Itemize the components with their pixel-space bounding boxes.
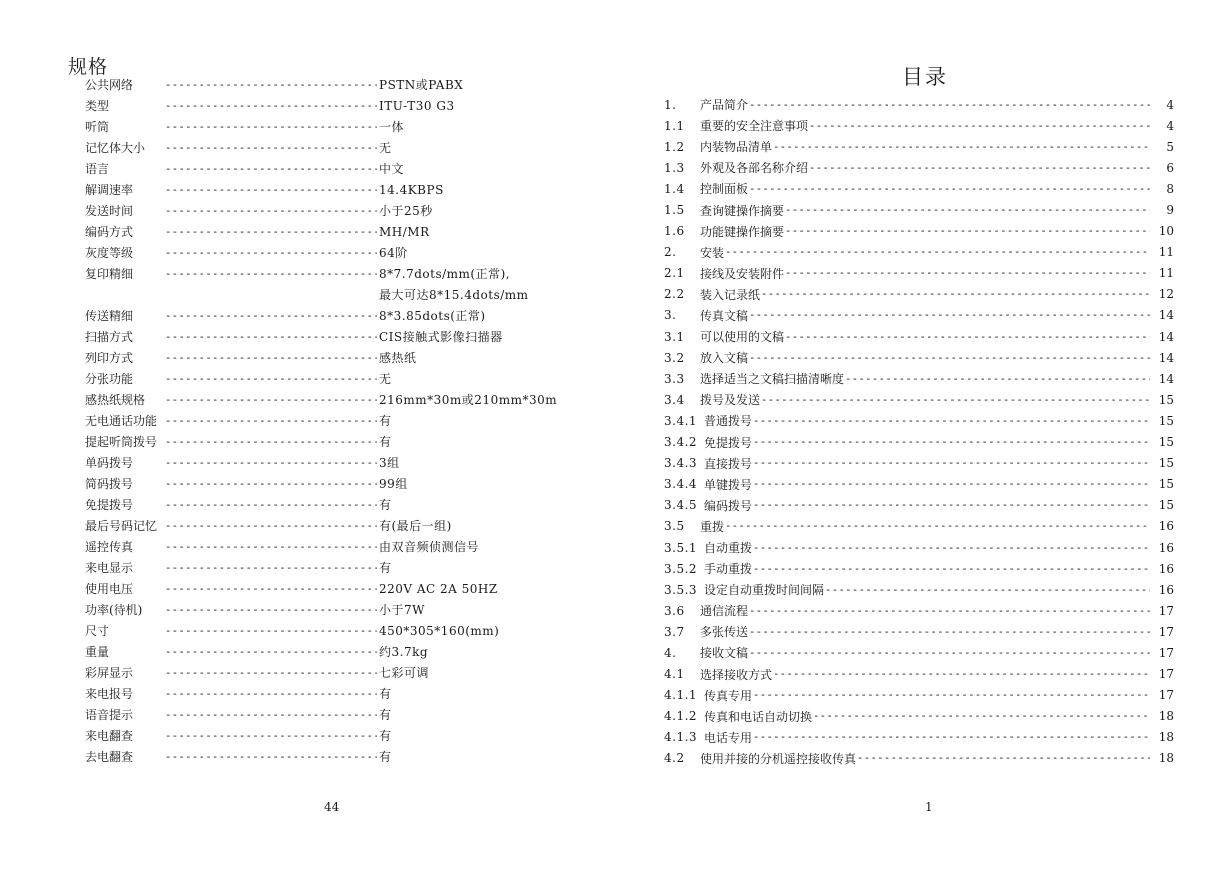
- spec-row: [85, 137, 557, 158]
- spec-value: 小于7W: [379, 603, 425, 617]
- spec-row: [85, 305, 557, 326]
- toc-number: 1.: [664, 97, 677, 112]
- dash-leader: [165, 226, 377, 238]
- toc-entry[interactable]: [664, 600, 1174, 621]
- spec-label: 尺寸: [85, 624, 110, 638]
- spec-title: 规格: [68, 56, 109, 78]
- spec-value: 有: [379, 561, 392, 575]
- spec-row-continuation: [85, 284, 557, 305]
- spec-value: 有: [379, 708, 392, 722]
- toc-entry[interactable]: [664, 263, 1174, 284]
- toc-entry[interactable]: [664, 516, 1174, 537]
- dash-leader: [753, 689, 1150, 701]
- spec-label: 解调速率: [85, 183, 134, 197]
- toc-entry[interactable]: [664, 347, 1174, 368]
- dash-leader: [825, 584, 1150, 596]
- spec-value: 450*305*160(mm): [379, 623, 500, 638]
- spec-value: 有: [379, 414, 392, 428]
- dash-leader: [165, 709, 377, 721]
- dash-leader: [753, 457, 1150, 469]
- dash-leader: [165, 520, 377, 532]
- spec-row: [85, 620, 557, 641]
- toc-number: 4.2: [664, 751, 685, 766]
- toc-number: 3.5.2: [664, 561, 698, 576]
- toc-page-number: 16: [1158, 519, 1174, 534]
- spec-row: [85, 494, 557, 515]
- dash-leader: [785, 331, 1150, 343]
- toc-page-number: 14: [1158, 371, 1174, 386]
- toc-page-number: 14: [1158, 308, 1174, 323]
- spec-row: [85, 683, 557, 704]
- toc-entry[interactable]: [664, 727, 1174, 748]
- spec-label: 发送时间: [85, 204, 134, 218]
- toc-number: 3.2: [664, 350, 685, 365]
- spec-value: PSTN或PABX: [379, 78, 464, 92]
- spec-label: 语言: [85, 162, 110, 176]
- toc-entry[interactable]: [664, 221, 1174, 242]
- spec-label: 记忆体大小: [85, 141, 146, 155]
- toc-number: 3.4.1: [664, 413, 698, 428]
- toc-page-number: 15: [1158, 456, 1174, 471]
- spec-value: 14.4KBPS: [379, 182, 444, 197]
- spec-label: 去电翻查: [85, 750, 134, 764]
- toc-entry[interactable]: [664, 558, 1174, 579]
- toc-entry[interactable]: [664, 664, 1174, 685]
- toc-number: 3.5: [664, 519, 685, 534]
- spec-label: 使用电压: [85, 582, 134, 596]
- toc-number: 3.3: [664, 371, 685, 386]
- spec-value: 一体: [379, 120, 405, 134]
- toc-page: [614, 0, 1228, 870]
- dash-leader: [165, 604, 377, 616]
- toc-number: 2.: [664, 245, 677, 260]
- toc-page-number: 9: [1166, 203, 1174, 218]
- spec-value: 220V AC 2A 50HZ: [379, 581, 498, 596]
- page-number: 1: [925, 800, 933, 814]
- spec-value: 无: [379, 372, 392, 386]
- dash-leader: [753, 731, 1150, 743]
- toc-label: 手动重拨: [704, 562, 753, 577]
- spec-row: [85, 431, 557, 452]
- spec-value: 有: [379, 729, 392, 743]
- toc-number: 1.4: [664, 181, 685, 196]
- dash-leader: [773, 141, 1150, 153]
- spec-row: [85, 179, 557, 200]
- dash-leader: [165, 331, 377, 343]
- toc-label: 设定自动重拨时间间隔: [704, 583, 825, 598]
- spec-row: [85, 578, 557, 599]
- toc-label: 接收文稿: [700, 646, 749, 661]
- spec-label: 免提拨号: [85, 498, 134, 512]
- spec-value: 有: [379, 750, 392, 764]
- spec-value: MH/MR: [379, 224, 430, 239]
- toc-label: 免提拨号: [704, 435, 753, 450]
- dash-leader: [165, 562, 377, 574]
- spec-row: [85, 515, 557, 536]
- toc-label: 电话专用: [704, 730, 753, 745]
- toc-entry[interactable]: [664, 94, 1174, 115]
- dash-leader: [165, 499, 377, 511]
- dash-leader: [725, 246, 1150, 258]
- toc-entry[interactable]: [664, 432, 1174, 453]
- dash-leader: [165, 100, 377, 112]
- toc-page-number: 15: [1158, 392, 1174, 407]
- dash-leader: [749, 309, 1150, 321]
- spec-row: [85, 641, 557, 662]
- toc-page-number: 14: [1158, 350, 1174, 365]
- dash-leader: [785, 267, 1150, 279]
- toc-page-number: 11: [1158, 266, 1174, 281]
- spec-row: [85, 704, 557, 725]
- toc-label: 选择接收方式: [700, 667, 773, 682]
- toc-label: 通信流程: [700, 604, 749, 619]
- spec-value-continuation: 最大可达8*15.4dots/mm: [379, 288, 529, 302]
- toc-page-number: 18: [1158, 751, 1174, 766]
- dash-leader: [165, 457, 377, 469]
- toc-page-number: 18: [1158, 730, 1174, 745]
- toc-number: 4.1.1: [664, 688, 698, 703]
- spec-value: 3组: [379, 456, 400, 470]
- toc-label: 内装物品清单: [700, 140, 773, 155]
- spec-value: 无: [379, 141, 392, 155]
- toc-entry[interactable]: [664, 474, 1174, 495]
- dash-leader: [165, 646, 377, 658]
- toc-entry[interactable]: [664, 410, 1174, 431]
- dash-leader: [753, 415, 1150, 427]
- toc-label: 重拨: [700, 519, 725, 534]
- spec-label: 感热纸规格: [85, 393, 146, 407]
- dash-leader: [165, 268, 377, 280]
- spec-row: [85, 368, 557, 389]
- spec-label: 彩屏显示: [85, 666, 134, 680]
- spec-value: 七彩可调: [379, 666, 430, 680]
- toc-entry[interactable]: [664, 389, 1174, 410]
- spec-label: 传送精细: [85, 309, 134, 323]
- spec-row: [85, 158, 557, 179]
- toc-label: 编码拨号: [704, 498, 753, 513]
- toc-entry[interactable]: [664, 115, 1174, 136]
- dash-leader: [749, 647, 1150, 659]
- spec-row: [85, 473, 557, 494]
- toc-page-number: 17: [1158, 624, 1174, 639]
- dash-leader: [165, 184, 377, 196]
- toc-list: [664, 94, 1174, 769]
- spec-label: 来电显示: [85, 561, 134, 575]
- toc-number: 3.: [664, 308, 677, 323]
- dash-leader: [165, 415, 377, 427]
- toc-label: 控制面板: [700, 182, 749, 197]
- toc-entry[interactable]: [664, 748, 1174, 769]
- toc-entry[interactable]: [664, 284, 1174, 305]
- dash-leader: [749, 605, 1150, 617]
- dash-leader: [809, 120, 1150, 132]
- toc-entry[interactable]: [664, 242, 1174, 263]
- toc-label: 多张传送: [700, 625, 749, 640]
- spec-value: 有: [379, 687, 392, 701]
- spec-value: 有: [379, 498, 392, 512]
- spec-row: [85, 536, 557, 557]
- toc-entry[interactable]: [664, 685, 1174, 706]
- spec-label: 重量: [85, 645, 110, 659]
- spec-label: 单码拨号: [85, 456, 134, 470]
- dash-leader: [753, 542, 1150, 554]
- spec-label: 公共网络: [85, 78, 134, 92]
- spec-label: 最后号码记忆: [85, 519, 158, 533]
- toc-number: 1.2: [664, 139, 685, 154]
- toc-page-number: 5: [1166, 139, 1174, 154]
- dash-leader: [813, 710, 1150, 722]
- spec-row: [85, 410, 557, 431]
- spec-value: 有(最后一组): [379, 519, 452, 533]
- toc-page-number: 16: [1158, 540, 1174, 555]
- toc-page-number: 14: [1158, 329, 1174, 344]
- toc-page-number: 17: [1158, 688, 1174, 703]
- toc-entry[interactable]: [664, 706, 1174, 727]
- toc-page-number: 15: [1158, 498, 1174, 513]
- toc-entry[interactable]: [664, 495, 1174, 516]
- toc-number: 2.1: [664, 266, 685, 281]
- toc-label: 产品简介: [700, 98, 749, 113]
- spec-label: 遥控传真: [85, 540, 134, 554]
- spec-value: 约3.7kg: [379, 645, 429, 659]
- toc-number: 3.6: [664, 603, 685, 618]
- spec-row: [85, 452, 557, 473]
- toc-number: 1.6: [664, 224, 685, 239]
- dash-leader: [749, 626, 1150, 638]
- spec-label: 听筒: [85, 120, 110, 134]
- toc-number: 3.4.3: [664, 456, 698, 471]
- spec-label: 编码方式: [85, 225, 134, 239]
- spec-label: 扫描方式: [85, 330, 134, 344]
- toc-label: 单键拨号: [704, 477, 753, 492]
- dash-leader: [785, 204, 1150, 216]
- toc-entry[interactable]: [664, 368, 1174, 389]
- toc-page-number: 4: [1166, 118, 1174, 133]
- spec-label: 来电翻查: [85, 729, 134, 743]
- toc-label: 接线及安装附件: [700, 266, 785, 281]
- page-number: 44: [324, 800, 340, 814]
- toc-page-number: 16: [1158, 582, 1174, 597]
- toc-number: 4.: [664, 645, 677, 660]
- toc-entry[interactable]: [664, 537, 1174, 558]
- toc-label: 使用并接的分机遥控接收传真: [700, 751, 857, 766]
- spec-label: 提起听筒拨号: [85, 435, 158, 449]
- dash-leader: [165, 163, 377, 175]
- toc-label: 安装: [700, 245, 725, 260]
- toc-label: 传真和电话自动切换: [704, 709, 813, 724]
- spec-row: [85, 347, 557, 368]
- dash-leader: [165, 205, 377, 217]
- toc-label: 重要的安全注意事项: [700, 119, 809, 134]
- toc-label: 拨号及发送: [700, 393, 761, 408]
- spec-row: [85, 662, 557, 683]
- toc-entry[interactable]: [664, 305, 1174, 326]
- toc-label: 选择适当之文稿扫描清晰度: [700, 372, 845, 387]
- spec-row: [85, 389, 557, 410]
- toc-page-number: 17: [1158, 603, 1174, 618]
- spec-row: [85, 263, 557, 284]
- toc-page-number: 12: [1158, 287, 1174, 302]
- toc-number: 3.4.2: [664, 435, 698, 450]
- toc-number: 4.1.2: [664, 709, 698, 724]
- dash-leader: [165, 730, 377, 742]
- toc-number: 4.1.3: [664, 730, 698, 745]
- toc-number: 4.1: [664, 667, 685, 682]
- dash-leader: [725, 520, 1150, 532]
- dash-leader: [749, 352, 1150, 364]
- spec-row: [85, 326, 557, 347]
- dash-leader: [165, 436, 377, 448]
- toc-number: 3.5.3: [664, 582, 698, 597]
- dash-leader: [845, 373, 1150, 385]
- toc-page-number: 15: [1158, 477, 1174, 492]
- toc-label: 传真专用: [704, 688, 753, 703]
- toc-label: 直接拨号: [704, 456, 753, 471]
- toc-label: 传真文稿: [700, 308, 749, 323]
- spec-label: 简码拨号: [85, 477, 134, 491]
- toc-page-number: 10: [1158, 224, 1174, 239]
- spec-row: [85, 725, 557, 746]
- toc-page-number: 15: [1158, 413, 1174, 428]
- dash-leader: [165, 688, 377, 700]
- spec-value: 99组: [379, 477, 408, 491]
- dash-leader: [165, 142, 377, 154]
- spec-row: [85, 221, 557, 242]
- spec-label: 分张功能: [85, 372, 134, 386]
- toc-entry[interactable]: [664, 453, 1174, 474]
- toc-number: 3.4: [664, 392, 685, 407]
- spec-value: 216mm*30m或210mm*30m: [379, 393, 558, 407]
- toc-label: 自动重拨: [704, 541, 753, 556]
- dash-leader: [749, 183, 1150, 195]
- spec-value: 8*3.85dots(正常): [379, 309, 486, 323]
- spec-label: 功率(待机): [85, 603, 143, 617]
- spec-value: 有: [379, 435, 392, 449]
- toc-title: 目录: [902, 65, 948, 89]
- dash-leader: [761, 394, 1150, 406]
- spec-label: 无电通话功能: [85, 414, 158, 428]
- toc-page-number: 8: [1166, 181, 1174, 196]
- dash-leader: [773, 668, 1150, 680]
- dash-leader: [753, 478, 1150, 490]
- dash-leader: [165, 751, 377, 763]
- toc-entry[interactable]: [664, 326, 1174, 347]
- dash-leader: [809, 162, 1150, 174]
- toc-number: 2.2: [664, 287, 685, 302]
- toc-page-number: 17: [1158, 645, 1174, 660]
- toc-entry[interactable]: [664, 579, 1174, 600]
- spec-value: 由双音频侦测信号: [379, 540, 480, 554]
- dash-leader: [165, 121, 377, 133]
- toc-entry[interactable]: [664, 178, 1174, 199]
- toc-number: 1.5: [664, 203, 685, 218]
- dash-leader: [753, 499, 1150, 511]
- dash-leader: [165, 583, 377, 595]
- toc-label: 可以使用的文稿: [700, 330, 785, 345]
- dash-leader: [753, 436, 1150, 448]
- dash-leader: [165, 79, 377, 91]
- toc-label: 普通拨号: [704, 414, 753, 429]
- toc-number: 3.1: [664, 329, 685, 344]
- dash-leader: [785, 225, 1150, 237]
- toc-entry[interactable]: [664, 621, 1174, 642]
- toc-label: 装入记录纸: [700, 287, 761, 302]
- spec-list: [85, 74, 557, 767]
- dash-leader: [165, 625, 377, 637]
- spec-value: 感热纸: [379, 351, 417, 365]
- dash-leader: [165, 394, 377, 406]
- toc-number: 1.3: [664, 160, 685, 175]
- spec-row: [85, 557, 557, 578]
- toc-label: 查询键操作摘要: [700, 203, 785, 218]
- spec-row: [85, 95, 557, 116]
- toc-entry[interactable]: [664, 157, 1174, 178]
- spec-label: 类型: [85, 99, 110, 113]
- toc-page-number: 6: [1166, 160, 1174, 175]
- spec-row: [85, 200, 557, 221]
- toc-page-number: 11: [1158, 245, 1174, 260]
- toc-number: 3.4.4: [664, 477, 698, 492]
- spec-label: 语音提示: [85, 708, 134, 722]
- toc-entry[interactable]: [664, 642, 1174, 663]
- spec-row: [85, 74, 557, 95]
- spec-row: [85, 746, 557, 767]
- spec-label: 列印方式: [85, 351, 134, 365]
- dash-leader: [761, 288, 1150, 300]
- toc-number: 3.4.5: [664, 498, 698, 513]
- dash-leader: [165, 352, 377, 364]
- spec-value: CIS接触式影像扫描器: [379, 330, 503, 344]
- spec-label: 来电报号: [85, 687, 134, 701]
- toc-page-number: 15: [1158, 435, 1174, 450]
- toc-entry[interactable]: [664, 136, 1174, 157]
- spec-label: 复印精细: [85, 267, 134, 281]
- toc-page-number: 4: [1166, 97, 1174, 112]
- spec-value: 8*7.7dots/mm(正常),: [379, 267, 511, 281]
- dash-leader: [165, 310, 377, 322]
- dash-leader: [165, 541, 377, 553]
- toc-label: 功能键操作摘要: [700, 224, 785, 239]
- spec-row: [85, 599, 557, 620]
- dash-leader: [165, 478, 377, 490]
- toc-page-number: 16: [1158, 561, 1174, 576]
- toc-entry[interactable]: [664, 199, 1174, 220]
- spec-value: 64阶: [379, 246, 408, 260]
- toc-page-number: 18: [1158, 709, 1174, 724]
- spec-value: 中文: [379, 162, 405, 176]
- dash-leader: [857, 752, 1150, 764]
- spec-row: [85, 116, 557, 137]
- spec-value: ITU-T30 G3: [379, 98, 455, 113]
- spec-label: 灰度等级: [85, 246, 134, 260]
- dash-leader: [165, 247, 377, 259]
- spec-row: [85, 242, 557, 263]
- toc-number: 3.5.1: [664, 540, 698, 555]
- toc-page-number: 17: [1158, 667, 1174, 682]
- toc-number: 1.1: [664, 118, 685, 133]
- dash-leader: [165, 373, 377, 385]
- toc-number: 3.7: [664, 624, 685, 639]
- dash-leader: [165, 667, 377, 679]
- toc-label: 外观及各部名称介绍: [700, 161, 809, 176]
- dash-leader: [749, 99, 1150, 111]
- toc-label: 放入文稿: [700, 351, 749, 366]
- spec-value: 小于25秒: [379, 204, 433, 218]
- dash-leader: [753, 563, 1150, 575]
